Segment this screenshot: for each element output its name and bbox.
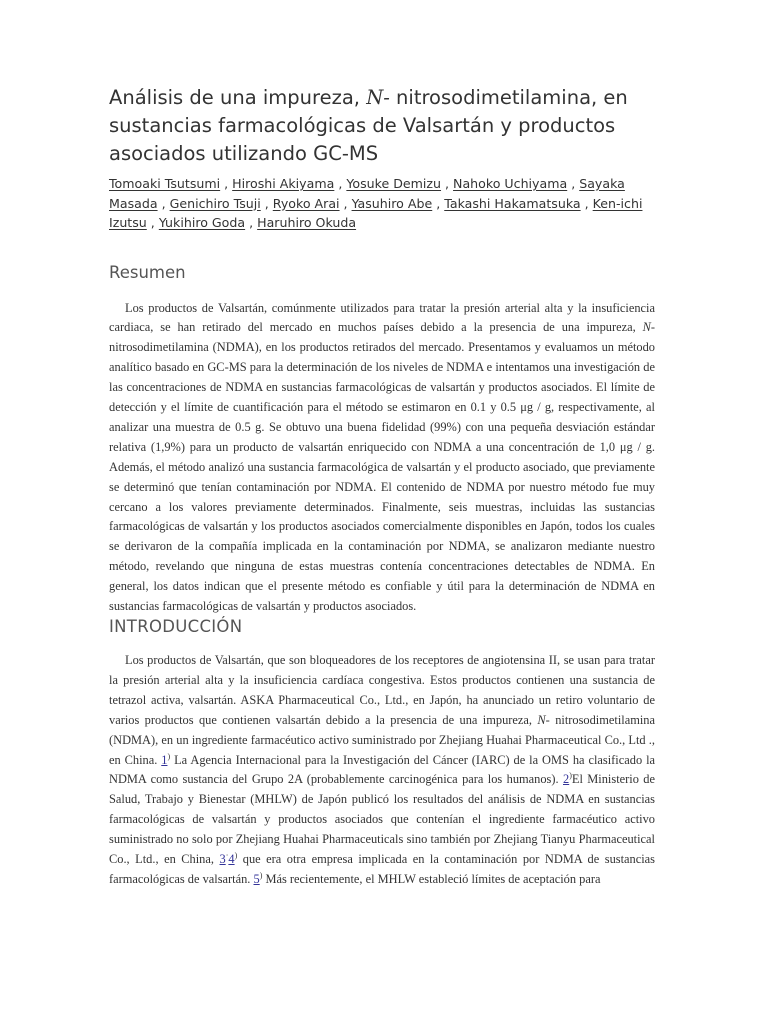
abstract-heading: Resumen — [109, 262, 186, 282]
reference-link-1[interactable]: 1 — [161, 752, 168, 767]
author-separator: , — [580, 195, 593, 211]
author-link[interactable]: Yukihiro Goda — [158, 215, 246, 230]
author-separator: , — [567, 176, 580, 191]
introduction-heading: INTRODUCCIÓN — [109, 617, 243, 636]
abstract-text-part-2: -nitrosodimetilamina (NDMA), en los productos retirados del mercado. Presentamos y evaluamos un método analítico basado en GC-MS para la determinación de los niveles de NDMA e intentamos una investigación de las concentraciones de NDMA en sustancias farmacológicas de valsartán y productos asociados. El límite de detección y el límite de cuantificación para el método se estimaron en 0.1 y 0.5 μg / g, respectivamente, al analizar una muestra de 0.5 g. Se obtuvo una buena fidelidad (99%) con una pequeña desviación estándar relativa (1,9%) para un producto de valsartán enriquecido con NDMA a una concentración de 1,0 μg / g. Además, el método analizó una sustancia farmacológica de valsartán y el producto asociado, que previamente se determinó que tenían contaminación por NDMA. El contenido de NDMA por nuestro método fue muy cercano a los valores previamente determinados. Finalmente, seis muestras, incluidas las sustancias farmacológicas de valsartán y los productos asociados comercialmente disponibles en Japón, todos los cuales se derivaron de la compañía implicada en la contaminación por NDMA, se analizaron mediante nuestro método, revelando que ninguna de estas muestras contenía concentraciones detectables de NDMA. En general, los datos indican que el presente método es confiable y útil para la determinación de NDMA en sustancias farmacológicas de valsartán y productos asociados. — [109, 320, 655, 614]
title-part-1: Análisis de una impureza, — [109, 86, 367, 109]
author-link[interactable]: Yasuhiro Abe — [351, 195, 433, 211]
title-italic-n: N- — [366, 86, 390, 109]
author-separator: , — [441, 176, 454, 191]
author-link[interactable]: Sayaka Masada — [109, 176, 625, 211]
author-separator: , — [260, 195, 273, 211]
author-link[interactable]: Ryoko Arai — [272, 195, 340, 211]
reference-link-5[interactable]: 5 — [253, 871, 260, 886]
reference-sup-1: ) — [167, 751, 171, 761]
reference-sup-3: ) — [234, 850, 238, 860]
article-title — [109, 84, 655, 168]
author-separator: , — [220, 176, 233, 191]
author-link[interactable]: Ken-ichi Izutsu — [109, 195, 643, 230]
abstract-italic-n: N — [642, 320, 651, 335]
author-link[interactable]: Yosuke Demizu — [346, 176, 442, 191]
author-link[interactable]: Nahoko Uchiyama — [453, 176, 568, 191]
abstract-text-part-1: Los productos de Valsartán, comúnmente utilizados para tratar la presión arterial alta y la insuficiencia cardiaca, se han retirado del mercado en muchos países debido a la presencia de una impureza, — [109, 300, 655, 335]
author-link[interactable]: Hiroshi Akiyama — [232, 176, 335, 191]
author-separator: , — [339, 195, 352, 211]
intro-text-part-6: Más recientemente, el MHLW estableció límites de aceptación para — [262, 871, 601, 886]
abstract-text — [109, 299, 655, 618]
author-list — [109, 174, 655, 233]
author-link[interactable]: Haruhiro Okuda — [257, 215, 357, 230]
author-separator: , — [157, 195, 170, 211]
author-separator: , — [245, 215, 258, 230]
title-part-2: nitrosodimetilamina, en sustancias farmacológicas de Valsartán y productos asociados utilizando GC-MS — [109, 86, 628, 165]
author-separator: , — [146, 215, 159, 230]
intro-text-part-2: nitrosodimetilamina (NDMA), en un ingrediente farmacéutico activo suministrado por Zhejiang Huahai Pharmaceutical Co., Ltd ., en China. — [109, 712, 655, 767]
author-link[interactable]: Tomoaki Tsutsumi — [109, 176, 221, 191]
reference-link-3[interactable]: 3 — [219, 852, 226, 867]
author-link[interactable]: Genichiro Tsuji — [169, 195, 261, 211]
intro-text-part-3: La Agencia Internacional para la Investigación del Cáncer (IARC) de la OMS ha clasificado la NDMA como sustancia del Grupo 2A (probablemente carcinogénica para los humanos). — [109, 752, 656, 787]
author-separator: , — [334, 176, 347, 191]
author-separator: , — [432, 195, 445, 211]
reference-sup-2: ) — [569, 771, 572, 781]
intro-text-part-4: El Ministerio de Salud, Trabajo y Bienestar (MHLW) de Japón publicó los resultados del análisis de NDMA en sustancias farmacológicas de valsartán y productos asociados que contenían el ingrediente farmacéutico activo suministrado no solo por Zhejiang Huahai Pharmaceuticals sino también por Zhejiang Tianyu Pharmaceutical Co., Ltd., en China, — [109, 772, 655, 867]
author-link[interactable]: Takashi Hakamatsuka — [444, 195, 581, 211]
intro-text-part-1: Los productos de Valsartán, que son bloqueadores de los receptores de angiotensina II, se usan para tratar la presión arterial alta y la insuficiencia cardíaca congestiva. Estos productos contienen una sustancia de tetrazol activa, valsartán. ASKA Pharmaceutical Co., Ltd., en Japón, ha anunciado un retiro voluntario de varios productos que contienen valsartán debido a la presencia de una impureza, — [109, 653, 655, 727]
intro-text-part-5: que era otra empresa implicada en la contaminación por NDMA de sustancias farmacológicas de valsartán. — [109, 852, 655, 886]
reference-link-2[interactable]: 2 — [563, 772, 570, 787]
article — [109, 84, 655, 890]
reference-link-4[interactable]: 4 — [228, 852, 235, 867]
intro-italic-n: N- — [537, 712, 550, 727]
reference-sup-4: ) — [259, 870, 263, 880]
reference-separator-dot: · — [225, 850, 229, 860]
introduction-text — [109, 651, 655, 890]
